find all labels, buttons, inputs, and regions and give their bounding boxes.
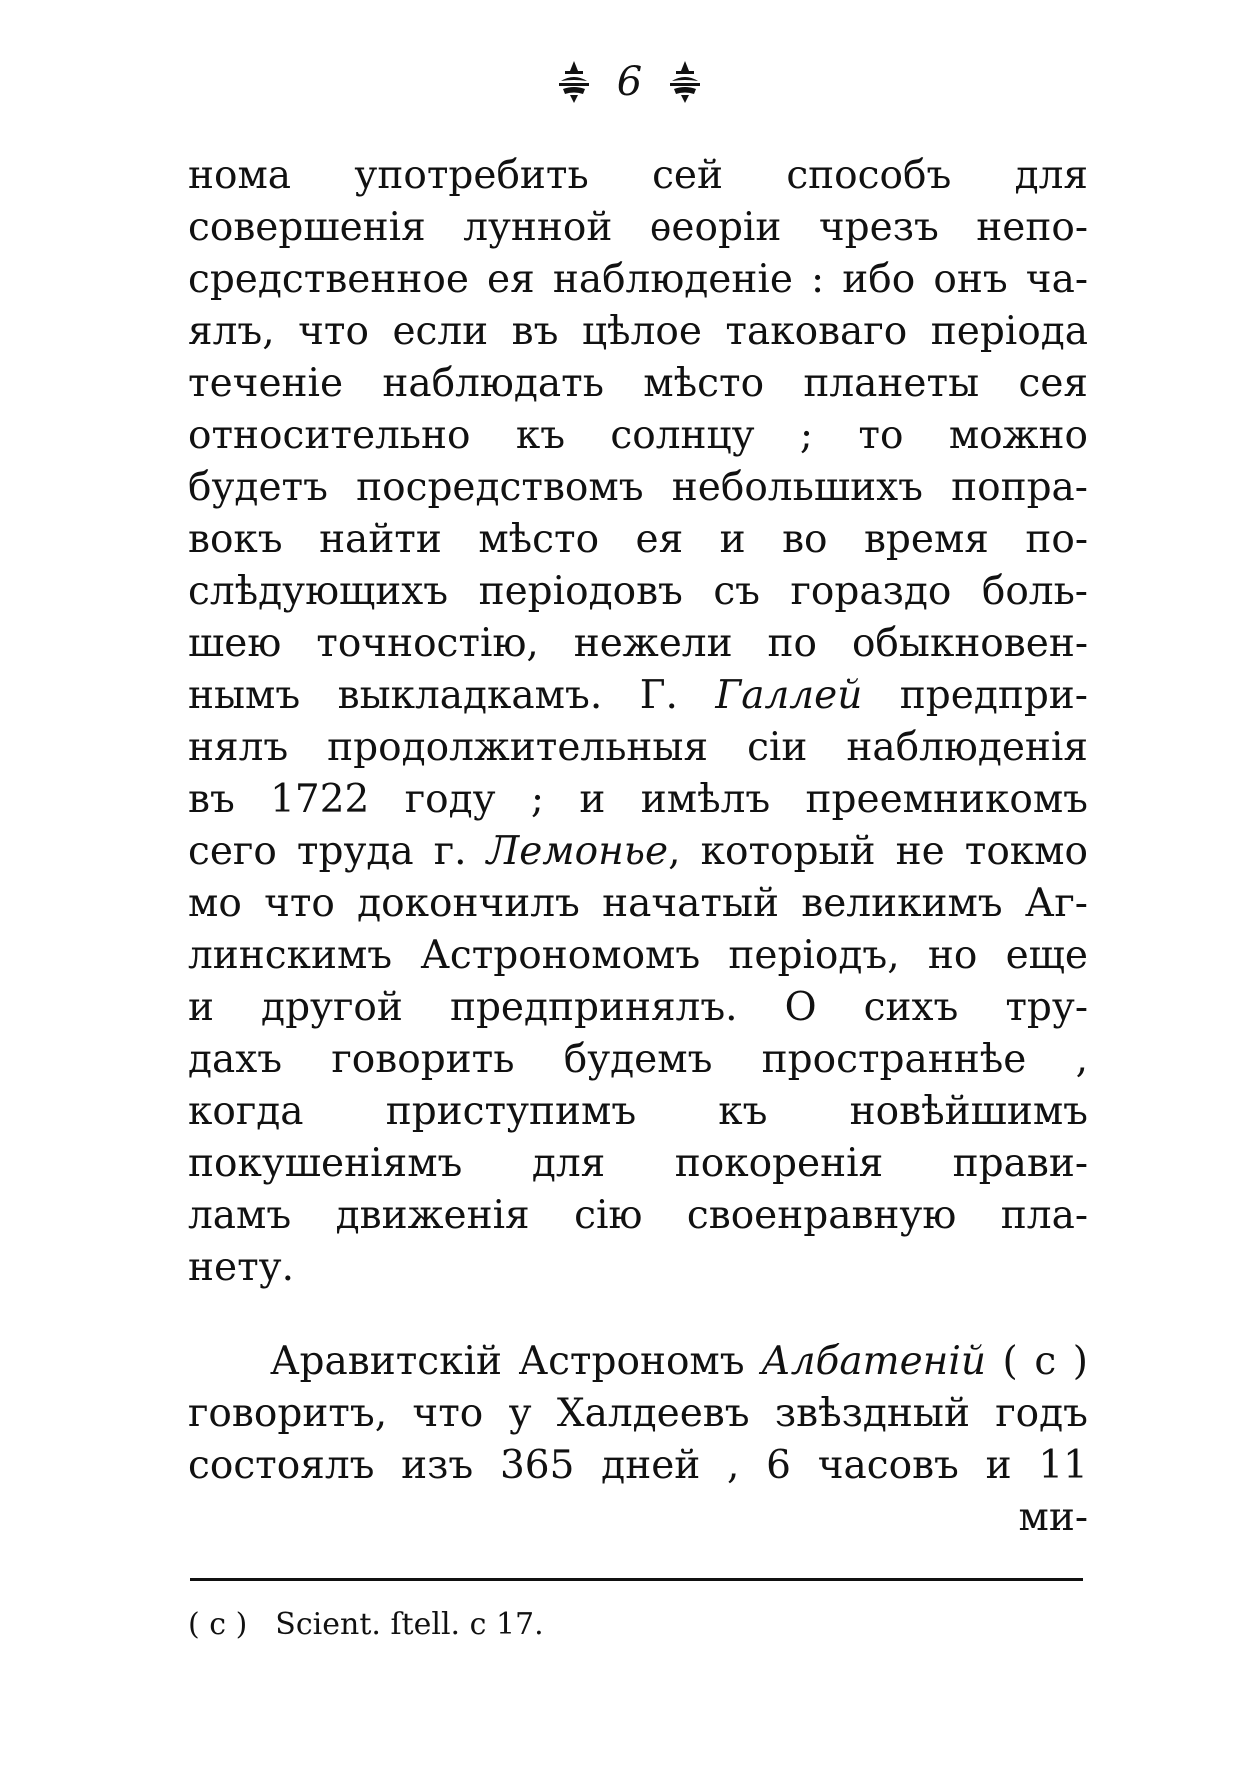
- text-line: [188, 670, 1088, 722]
- text-line: средственное ея наблюденіе : ибо онъ ча-: [188, 257, 1088, 302]
- text-line: шею точностію, нежели по обыкновен-: [188, 621, 1088, 666]
- text-line: теченіе наблюдать мѣсто планеты сея: [188, 361, 1088, 406]
- text-line: въ 1722 году ; и имѣлъ преемникомъ: [188, 777, 1088, 822]
- text-line: [188, 1336, 1088, 1388]
- person-name: Лемонье: [486, 829, 669, 874]
- text-segment: предпри-: [862, 673, 1088, 718]
- page-header: [0, 52, 1259, 112]
- text-line: говоритъ, что у Халдеевъ звѣздный годъ: [188, 1391, 1088, 1436]
- text-line: дахъ говорить будемъ пространнѣе ,: [188, 1037, 1088, 1082]
- person-name: Галлей: [715, 673, 863, 718]
- text-line: относительно къ солнцу ; то можно: [188, 413, 1088, 458]
- text-line: нома употребить сей способъ для: [188, 153, 1088, 198]
- text-segment: сего труда г.: [188, 829, 487, 874]
- text-segment: , который не токмо: [668, 829, 1088, 874]
- catchword: ми-: [1018, 1495, 1088, 1540]
- text-line: будетъ посредствомъ небольшихъ попра-: [188, 465, 1088, 510]
- second-paragraph: [188, 1336, 1088, 1544]
- fleuron-icon: [668, 59, 702, 105]
- text-line: [188, 826, 1088, 878]
- text-line: ялъ, что если въ цѣлое таковаго періода: [188, 309, 1088, 354]
- text-line: вокъ найти мѣсто ея и во время по-: [188, 517, 1088, 562]
- text-line: состоялъ изъ 365 дней , 6 часовъ и 11: [188, 1443, 1088, 1488]
- footnote-mark: ( c ): [188, 1607, 248, 1642]
- person-name: Албатеній: [761, 1339, 986, 1384]
- text-line: ламъ движенія сію своенравную пла-: [188, 1193, 1088, 1238]
- text-line: нялъ продолжительныя сіи наблюденія: [188, 725, 1088, 770]
- text-line: совершенія лунной ѳеоріи чрезъ непо-: [188, 205, 1088, 250]
- fleuron-icon: [557, 59, 591, 105]
- footnote-reference: ( c ): [985, 1339, 1088, 1384]
- footnote-text: Scient. ſtell. c 17.: [275, 1607, 544, 1642]
- text-line: и другой предпринялъ. О сихъ тру-: [188, 985, 1088, 1030]
- text-segment: Аравитскій Астрономъ: [270, 1339, 762, 1384]
- page-number: 6: [616, 59, 643, 105]
- text-segment: нымъ выкладкамъ. Г.: [188, 673, 716, 718]
- footnote-divider: [190, 1578, 1083, 1581]
- text-line: когда приступимъ къ новѣйшимъ: [188, 1089, 1088, 1134]
- text-line: слѣдующихъ періодовъ съ гораздо боль-: [188, 569, 1088, 614]
- text-line: нету.: [188, 1245, 294, 1290]
- text-line: линскимъ Астрономомъ періодъ, но еще: [188, 933, 1088, 978]
- text-line: мо что докончилъ начатый великимъ Аг-: [188, 881, 1088, 926]
- text-line: покушеніямъ для покоренія прави-: [188, 1141, 1088, 1186]
- footnote: [188, 1604, 544, 1646]
- main-paragraph: [188, 150, 1088, 1294]
